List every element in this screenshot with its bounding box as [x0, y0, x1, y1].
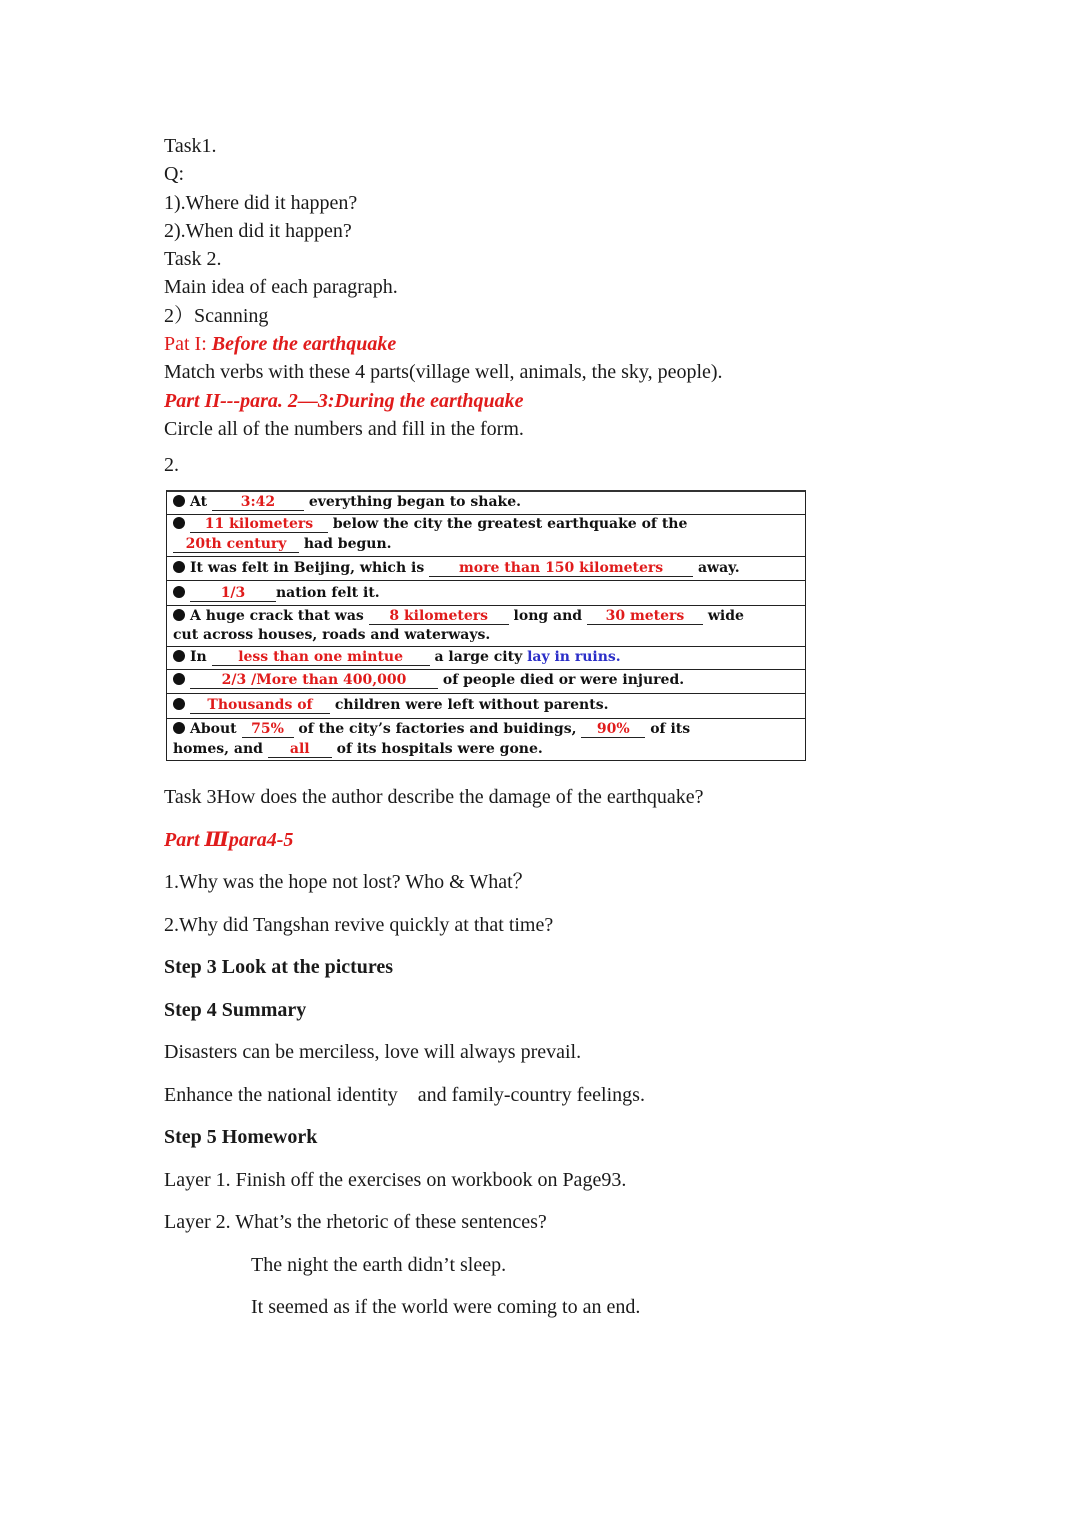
step5-heading: Step 5 Homework: [164, 1126, 318, 1148]
bullet-icon: [173, 561, 185, 573]
part2-number: 2.: [164, 454, 179, 477]
bullet-icon: [173, 722, 185, 734]
form-blank: 90%: [581, 722, 645, 738]
task2-scanning: 2）Scanning: [164, 304, 269, 327]
form-blank: 2/3 /More than 400,000: [190, 673, 438, 689]
part1-instruction: Match verbs with these 4 parts(village well, animals, the sky, people).: [164, 361, 723, 384]
form-blank: all: [268, 742, 332, 758]
form-blank: Thousands of: [190, 698, 330, 714]
task1-q: Q:: [164, 163, 184, 186]
document-body-lower: [164, 776, 924, 1329]
form-row: Thousands of children were left without parents.: [167, 693, 805, 718]
part3-heading: Part Ⅲpara4-5: [164, 828, 294, 851]
task2-title: Task 2.: [164, 248, 222, 271]
task3: Task 3How does the author describe the damage of the earthquake?: [164, 786, 704, 808]
form-blank: 20th century: [173, 537, 299, 553]
form-row: About 75% of the city’s factories and buidings, 90% of its homes, and all of its hospitals were gone.: [167, 718, 805, 760]
part2-heading: Part II---para. 2—3:During the earthquake: [164, 389, 524, 412]
step3-heading: Step 3 Look at the pictures: [164, 956, 394, 978]
task1-question-2: 2).When did it happen?: [164, 219, 352, 242]
form-blank: 11 kilometers: [190, 517, 328, 533]
task2-main-idea: Main idea of each paragraph.: [164, 276, 398, 299]
bullet-icon: [173, 495, 185, 507]
form-blank: 3:42: [212, 495, 304, 511]
form-blank: 75%: [242, 722, 294, 738]
homework-layer-2: Layer 2. What’s the rhetoric of these sentences?: [164, 1211, 547, 1233]
part1-title: Before the earthquake: [211, 333, 397, 356]
form-blank: 30 meters: [587, 609, 703, 625]
form-blank: less than one mintue: [212, 650, 430, 666]
fill-in-form: [166, 490, 806, 761]
part1-label: Pat I:: [164, 333, 212, 356]
form-row: 2/3 /More than 400,000 of people died or were injured.: [167, 669, 805, 693]
part3-question-1: 1.Why was the hope not lost? Who & What？: [164, 871, 533, 893]
form-row: A huge crack that was 8 kilometers long and 30 meters wide cut across houses, roads and waterways.: [167, 605, 805, 646]
bullet-icon: [173, 650, 185, 662]
bullet-icon: [173, 609, 185, 621]
bullet-icon: [173, 586, 185, 598]
form-row: 1/3 nation felt it.: [167, 580, 805, 605]
form-row: It was felt in Beijing, which is more than 150 kilometers away.: [167, 556, 805, 580]
part2-instruction: Circle all of the numbers and fill in the form.: [164, 417, 524, 440]
form-row: 11 kilometers below the city the greatest earthquake of the 20th century had begun.: [167, 514, 805, 556]
bullet-icon: [173, 517, 185, 529]
rhetoric-sentence-2: It seemed as if the world were coming to an end.: [251, 1296, 641, 1318]
form-row: In less than one mintue a large city lay in ruins.: [167, 646, 805, 669]
bullet-icon: [173, 673, 185, 685]
form-blank: more than 150 kilometers: [429, 561, 693, 577]
homework-layer-1: Layer 1. Finish off the exercises on workbook on Page93.: [164, 1168, 627, 1191]
document-body: [164, 132, 924, 480]
bullet-icon: [173, 698, 185, 710]
form-blank: 1/3: [190, 586, 276, 602]
rhetoric-sentence-1: The night the earth didn’t sleep.: [251, 1253, 507, 1276]
form-row: At 3:42 everything began to shake.: [167, 492, 805, 514]
summary-line-1: Disasters can be merciless, love will always prevail.: [164, 1041, 582, 1063]
part1-heading: [164, 330, 924, 358]
form-blank: 8 kilometers: [369, 609, 509, 625]
part3-question-2: 2.Why did Tangshan revive quickly at that time?: [164, 913, 554, 936]
task1-title: Task1.: [164, 135, 217, 157]
step4-heading: Step 4 Summary: [164, 998, 307, 1021]
summary-line-2: Enhance the national identity and family-country feelings.: [164, 1083, 645, 1106]
task1-question-1: 1).Where did it happen?: [164, 191, 358, 214]
